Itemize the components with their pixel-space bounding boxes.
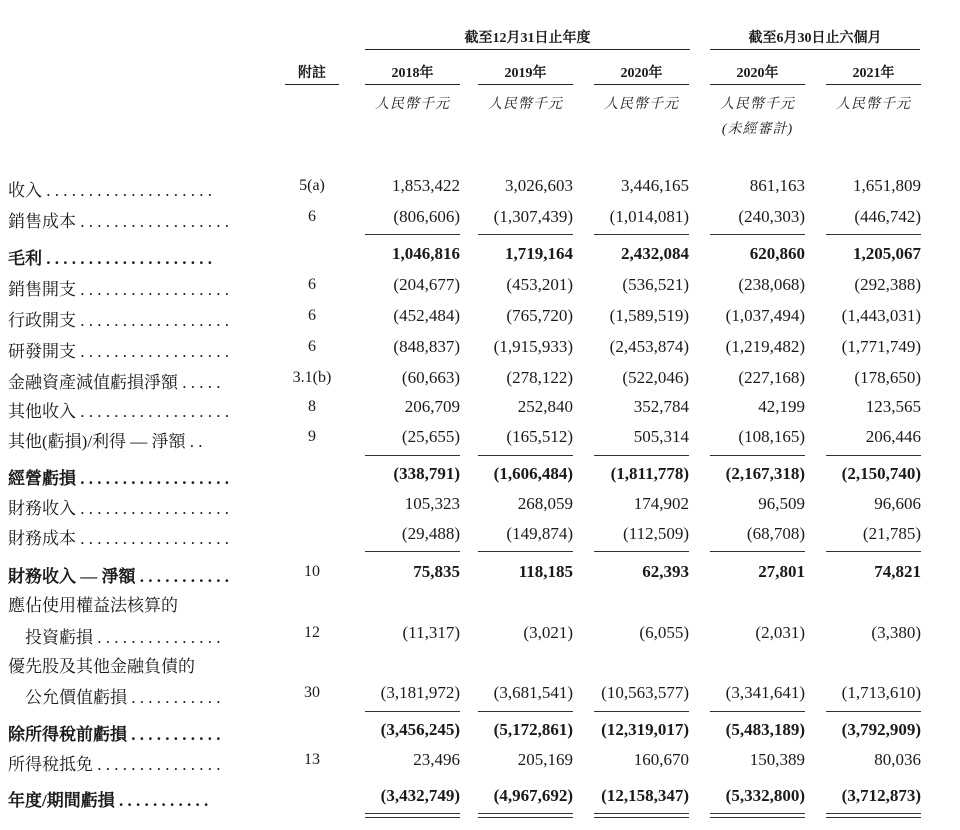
row-value: (3,712,873) [841, 786, 921, 805]
row-value: 206,709 [404, 397, 460, 416]
row-value: 23,496 [413, 750, 460, 769]
subtotal-rule [826, 455, 921, 456]
row-value: (3,021) [523, 623, 573, 642]
subtotal-rule [594, 234, 689, 235]
row-note: 3.1(b) [292, 369, 332, 386]
group-header-year: 截至12月31日止年度 [464, 31, 591, 46]
row-value: (1,915,933) [493, 337, 573, 356]
row-value: (108,165) [738, 427, 805, 446]
row-label: 投資虧損 . . . . . . . . . . . . . . . [8, 628, 221, 647]
row-value: (3,681,541) [493, 683, 573, 702]
row-value: (522,046) [622, 368, 689, 387]
subtotal-rule [594, 551, 689, 552]
total-double-rule [594, 817, 689, 818]
group-line-six-months [710, 49, 920, 50]
row-value: (3,341,641) [725, 683, 805, 702]
row-value: (2,167,318) [725, 464, 805, 483]
row-value: (452,484) [393, 306, 460, 325]
row-value: (2,031) [755, 623, 805, 642]
row-note: 5(a) [299, 177, 325, 194]
row-value: (2,150,740) [841, 464, 921, 483]
subtotal-rule [594, 711, 689, 712]
row-value: 80,036 [874, 750, 921, 769]
row-value: 1,205,067 [853, 244, 921, 263]
row-value: 1,853,422 [392, 176, 460, 195]
row-label: 年度/期間虧損 . . . . . . . . . . . [8, 791, 209, 810]
row-value: 3,026,603 [505, 176, 573, 195]
total-double-rule [826, 817, 921, 818]
unit-label: 人民幣千元 [720, 97, 795, 112]
row-value: (3,181,972) [380, 683, 460, 702]
total-double-rule [478, 817, 573, 818]
row-value: (227,168) [738, 368, 805, 387]
row-value: (4,967,692) [493, 786, 573, 805]
total-double-rule [365, 817, 460, 818]
year-line [365, 84, 460, 85]
row-value: 74,821 [874, 562, 921, 581]
row-value: 252,840 [517, 397, 573, 416]
total-double-rule [594, 813, 689, 814]
row-value: (178,650) [854, 368, 921, 387]
row-value: (12,158,347) [601, 786, 689, 805]
row-value: (2,453,874) [609, 337, 689, 356]
row-value: 2,432,084 [621, 244, 689, 263]
row-value: 205,169 [517, 750, 573, 769]
row-value: (1,014,081) [609, 207, 689, 226]
row-value: (60,663) [401, 368, 460, 387]
row-value: (112,509) [623, 524, 689, 543]
row-value: 118,185 [518, 562, 573, 581]
row-value: (12,319,017) [601, 720, 689, 739]
row-label: 銷售成本 . . . . . . . . . . . . . . . . . . [8, 212, 229, 231]
row-label: 行政開支 . . . . . . . . . . . . . . . . . . [8, 311, 229, 330]
row-value: (848,837) [393, 337, 460, 356]
row-value: (3,456,245) [380, 720, 460, 739]
subtotal-rule [478, 711, 573, 712]
row-value: (765,720) [506, 306, 573, 325]
subtotal-rule [365, 711, 460, 712]
total-double-rule [478, 813, 573, 814]
subtotal-rule [826, 551, 921, 552]
row-value: (21,785) [862, 524, 921, 543]
subtotal-rule [478, 455, 573, 456]
unit-label: 人民幣千元 [604, 97, 679, 112]
row-value: (10,563,577) [601, 683, 689, 702]
row-value: (3,792,909) [841, 720, 921, 739]
row-label: 財務收入 — 淨額 . . . . . . . . . . . [8, 567, 229, 586]
row-value: (278,122) [506, 368, 573, 387]
row-label: 公允價值虧損 . . . . . . . . . . . [8, 688, 221, 707]
row-note: 6 [308, 208, 316, 225]
row-value: (1,443,031) [841, 306, 921, 325]
row-value: 3,446,165 [621, 176, 689, 195]
total-double-rule [710, 817, 805, 818]
year-line [594, 84, 689, 85]
row-label: 毛利 . . . . . . . . . . . . . . . . . . . . [8, 249, 212, 268]
year-header: 2018年 [391, 66, 434, 81]
row-value: 123,565 [865, 397, 921, 416]
row-label: 財務收入 . . . . . . . . . . . . . . . . . . [8, 499, 229, 518]
row-value: (5,332,800) [725, 786, 805, 805]
row-value: 96,606 [874, 494, 921, 513]
row-note: 6 [308, 307, 316, 324]
subtotal-rule [826, 711, 921, 712]
row-value: (25,655) [401, 427, 460, 446]
year-header: 2021年 [852, 66, 895, 81]
row-value: (292,388) [854, 275, 921, 294]
row-value: (3,432,749) [380, 786, 460, 805]
row-value: (6,055) [639, 623, 689, 642]
subtotal-rule [478, 234, 573, 235]
year-line [478, 84, 573, 85]
row-label: 其他收入 . . . . . . . . . . . . . . . . . . [8, 402, 229, 421]
row-label: 研發開支 . . . . . . . . . . . . . . . . . . [8, 342, 229, 361]
group-header-six-months: 截至6月30日止六個月 [748, 31, 882, 46]
row-value: (68,708) [746, 524, 805, 543]
row-value: 1,046,816 [392, 244, 460, 263]
year-header: 2020年 [736, 66, 779, 81]
subtotal-rule [710, 455, 805, 456]
row-value: 1,651,809 [853, 176, 921, 195]
subtotal-rule [710, 234, 805, 235]
row-label: 收入 . . . . . . . . . . . . . . . . . . . . [8, 181, 212, 200]
row-value: 206,446 [865, 427, 921, 446]
row-value: (1,307,439) [493, 207, 573, 226]
row-note: 13 [304, 751, 320, 768]
row-value: (806,606) [393, 207, 460, 226]
row-note: 9 [308, 428, 316, 445]
subtotal-rule [478, 551, 573, 552]
row-value: (149,874) [506, 524, 573, 543]
row-value: 505,314 [633, 427, 689, 446]
note-header-line [285, 84, 339, 85]
subtotal-rule [365, 551, 460, 552]
note-header: 附註 [298, 66, 326, 81]
row-value: (1,771,749) [841, 337, 921, 356]
row-value: (29,488) [401, 524, 460, 543]
row-label: 經營虧損 . . . . . . . . . . . . . . . . . . [8, 469, 229, 488]
row-label: 應佔使用權益法核算的 [8, 596, 178, 615]
row-value: (1,606,484) [493, 464, 573, 483]
row-value: 352,784 [633, 397, 689, 416]
row-value: (240,303) [738, 207, 805, 226]
subtotal-rule [710, 551, 805, 552]
row-value: (11,317) [402, 623, 460, 642]
year-header: 2019年 [504, 66, 547, 81]
total-double-rule [365, 813, 460, 814]
row-value: 75,835 [413, 562, 460, 581]
row-value: 160,670 [633, 750, 689, 769]
row-note: 12 [304, 624, 320, 641]
row-value: 1,719,164 [505, 244, 573, 263]
total-double-rule [710, 813, 805, 814]
row-value: 174,902 [633, 494, 689, 513]
row-value: 620,860 [749, 244, 805, 263]
row-value: 96,509 [758, 494, 805, 513]
row-value: (1,219,482) [725, 337, 805, 356]
row-label: 除所得稅前虧損 . . . . . . . . . . . [8, 725, 221, 744]
row-label: 其他(虧損)/利得 — 淨額 . . [8, 432, 203, 451]
row-value: (338,791) [393, 464, 460, 483]
row-note: 6 [308, 338, 316, 355]
subtotal-rule [365, 234, 460, 235]
row-value: (5,483,189) [725, 720, 805, 739]
year-header: 2020年 [620, 66, 663, 81]
row-label: 財務成本 . . . . . . . . . . . . . . . . . . [8, 529, 229, 548]
row-value: 27,801 [758, 562, 805, 581]
row-label: 所得稅抵免 . . . . . . . . . . . . . . . [8, 755, 221, 774]
row-note: 6 [308, 276, 316, 293]
row-value: (1,811,778) [610, 464, 689, 483]
row-value: (3,380) [871, 623, 921, 642]
unit-label: 人民幣千元 [488, 97, 563, 112]
row-value: 105,323 [404, 494, 460, 513]
row-value: (5,172,861) [493, 720, 573, 739]
subtotal-rule [365, 455, 460, 456]
row-note: 8 [308, 398, 316, 415]
row-value: 62,393 [642, 562, 689, 581]
row-value: (1,037,494) [725, 306, 805, 325]
unit-label: 人民幣千元 [375, 97, 450, 112]
total-double-rule [826, 813, 921, 814]
row-note: 10 [304, 563, 320, 580]
row-value: 861,163 [749, 176, 805, 195]
row-value: (1,713,610) [841, 683, 921, 702]
row-value: (165,512) [506, 427, 573, 446]
row-label: 銷售開支 . . . . . . . . . . . . . . . . . . [8, 280, 229, 299]
row-value: (204,677) [393, 275, 460, 294]
row-value: (238,068) [738, 275, 805, 294]
year-line [826, 84, 921, 85]
subtotal-rule [710, 711, 805, 712]
row-value: 150,389 [749, 750, 805, 769]
row-value: (453,201) [506, 275, 573, 294]
year-line [710, 84, 805, 85]
row-value: (1,589,519) [609, 306, 689, 325]
row-note: 30 [304, 684, 320, 701]
subtotal-rule [594, 455, 689, 456]
unit-label: 人民幣千元 [836, 97, 911, 112]
group-line-year [365, 49, 690, 50]
row-label: 優先股及其他金融負債的 [8, 657, 195, 676]
row-value: 268,059 [517, 494, 573, 513]
row-value: (446,742) [854, 207, 921, 226]
unaudited-label: (未經審計) [721, 122, 794, 137]
row-value: (536,521) [622, 275, 689, 294]
subtotal-rule [826, 234, 921, 235]
row-value: 42,199 [758, 397, 805, 416]
row-label: 金融資產減值虧損淨額 . . . . . [8, 373, 221, 392]
